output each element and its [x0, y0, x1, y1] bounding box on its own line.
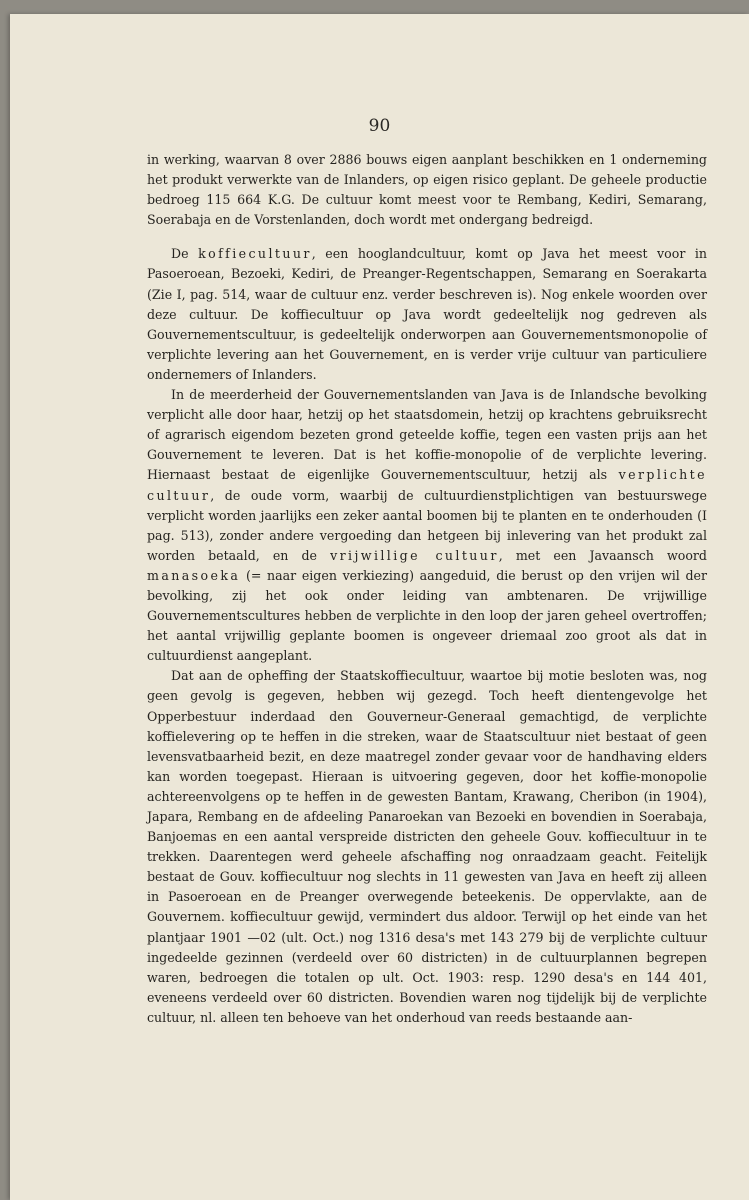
- book-page: [10, 14, 749, 1200]
- paragraph-lead: De: [171, 246, 199, 262]
- paragraph-text-part: In de meerderheid der Gouvernementslanden van Java is de Inlandsche bevolking verplicht alle door haar, hetzij op het staatsdomein, hetzij op krachtens gebruiksrecht of agrarisch eigendom bezeten grond geteelde koffie, tegen een vasten prijs aan het Gouvernement te leveren. Dat is het koffie-monopolie of de verplichte levering. Hiernaast bestaat de eigenlijke Gouvernementscultuur, hetzij als: [147, 387, 707, 483]
- page-body-text: [147, 150, 707, 1028]
- page-number: 90: [368, 116, 391, 136]
- paragraph-gouvernementslanden: [147, 385, 707, 666]
- paragraph-text-part: , de oude vorm, waarbij de cultuurdienstplichtigen van bestuurswege verplicht worden jaarlijks een zeker aantal boomen bij te planten en te onderhouden (I pag. 513), zonder andere vergoeding dan hetgeen bij inlevering van het produkt zal worden betaald, en de: [147, 487, 707, 563]
- spaced-term-manasoeka: manasoeka: [147, 567, 241, 583]
- paragraph-rest: , een hooglandcultuur, komt op Java het meest voor in Pasoeroean, Bezoeki, Kediri, de Preanger-Regentschappen, Semarang en Soerakarta (Zie I, pag. 514, waar de cultuur enz. verder beschreven is). Nog enkele woorden over deze cultuur. De koffiecultuur op Java wordt gedeeltelijk nog gedreven als Gouvernementscultuur, is gedeeltelijk onderworpen aan Gouvernementsmonopolie of verplichte levering aan het Gouvernement, en is verder vrije cultuur van particuliere ondernemers of Inlanders.: [147, 246, 707, 382]
- paragraph-opheffing: Dat aan de opheffing der Staatskoffiecultuur, waartoe bij motie besloten was, nog geen gevolg is gegeven, hebben wij gezegd. Toch heeft dientengevolge het Opperbestuur inderdaad den Gouverneur-Generaal gemachtigd, de verplichte koffielevering op te heffen in die streken, waar de Staatscultuur niet bestaat of geen levensvatbaarheid bezit, en deze maatregel zonder gevaar voor de handhaving elders kan worden toegepast. Hieraan is uitvoering gegeven, door het koffie-monopolie achtereenvolgens op te heffen in de gewesten Bantam, Krawang, Cheribon (in 1904), Japara, Rembang en de afdeeling Panaroekan van Bezoeki en bovendien in Soerabaja, Banjoemas en een aantal verspreide districten den geheele Gouv. koffiecultuur in te trekken. Daarentegen werd geheele afschaffing nog onraadzaam geacht. Feitelijk bestaat de Gouv. koffiecultuur nog slechts in 11 gewesten van Java en heeft zij alleen in Pasoeroean en de Preanger overwegende beteekenis. De oppervlakte, aan de Gouvernem. koffiecultuur gewijd, vermindert dus aldoor. Terwijl op het einde van het plantjaar 1901 —02 (ult. Oct.) nog 1316 desa's met 143 279 bij de verplichte cultuur ingedeelde gezinnen (verdeeld over 60 districten) in de cultuurplannen begrepen waren, bedroegen die totalen op ult. Oct. 1903: resp. 1290 desa's en 144 401, eveneens verdeeld over 60 districten. Bovendien waren nog tijdelijk bij de verplichte cultuur, nl. alleen ten behoeve van het onderhoud van reeds bestaande aan-: [147, 668, 707, 1025]
- paragraph-text-part: (= naar eigen verkiezing) aangeduid, die berust op den vrijen wil der bevolking, zij het ook onder leiding van ambtenaren. De vrijwillige Gouvernementscultures hebben de verplichte in den loop der jaren geheel overtroffen; het aantal vrijwillig geplante boomen is ongeveer driemaal zoo groot als dat in cultuurdienst aangeplant.: [147, 567, 707, 664]
- paragraph-continuation: in werking, waarvan 8 over 2886 bouws eigen aanplant beschikken en 1 onderneming het produkt verwerkte van de Inlanders, op eigen risico geplant. De geheele productie bedroeg 115 664 K.G. De cultuur komt meest voor te Rembang, Kediri, Semarang, Soerabaja en de Vorstenlanden, doch wordt met ondergang bedreigd.: [147, 152, 707, 228]
- paragraph-text-part: , met een Javaansch woord: [498, 547, 707, 563]
- paragraph-koffiecultuur: [147, 244, 707, 385]
- spaced-term-vrijwillige-cultuur: vrijwillige cultuur: [330, 547, 499, 563]
- spaced-term-koffiecultuur: koffiecultuur: [198, 246, 312, 262]
- spaced-term-verplichte-cultuur: verplichte cultuur: [147, 467, 707, 503]
